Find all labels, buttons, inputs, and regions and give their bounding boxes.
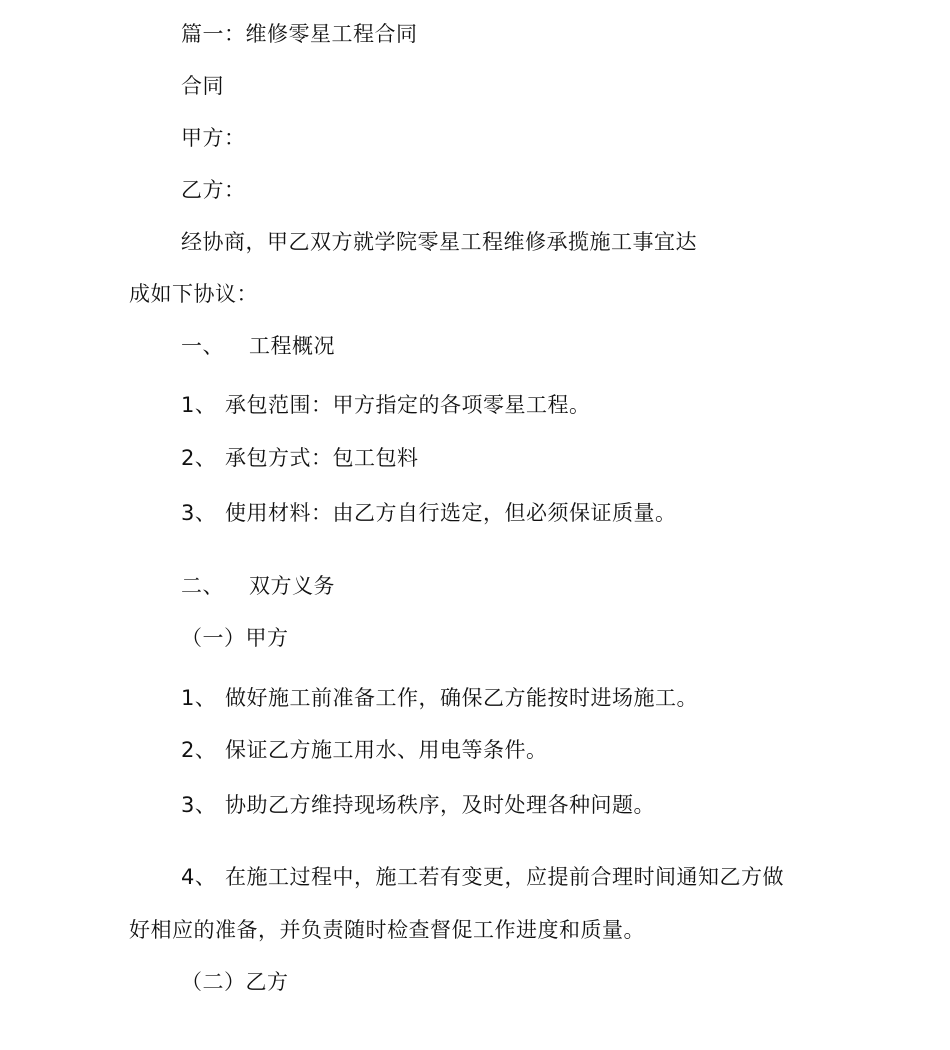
list-item-text: 使用材料：由乙方自行选定，但必须保证质量。 (225, 501, 677, 525)
party-b-label: 乙方： (181, 178, 246, 202)
list-item-text: 承包范围：甲方指定的各项零星工程。 (225, 393, 591, 417)
list-item-text: 做好施工前准备工作，确保乙方能按时进场施工。 (225, 686, 698, 710)
list-item-text: 协助乙方维持现场秩序，及时处理各种问题。 (225, 793, 655, 817)
subsection-party-b: （二）乙方 (181, 970, 289, 994)
list-item (181, 736, 548, 764)
list-item (181, 863, 784, 891)
list-item-number: 3、 (181, 793, 217, 817)
intro-paragraph-line-2: 成如下协议： (129, 282, 258, 306)
section-1-title: 工程概况 (249, 334, 335, 358)
section-2-title: 双方义务 (249, 574, 335, 598)
party-a-label: 甲方： (181, 126, 246, 150)
list-item (181, 791, 655, 819)
list-item (181, 444, 419, 472)
section-1-number: 一、 (181, 334, 224, 358)
list-item-number: 1、 (181, 393, 217, 417)
section-2-number: 二、 (181, 574, 224, 598)
list-item (181, 391, 591, 419)
list-item (181, 499, 677, 527)
section-1-heading (181, 332, 335, 360)
list-item-number: 2、 (181, 738, 217, 762)
subsection-party-a: （一）甲方 (181, 626, 289, 650)
list-item-text: 承包方式：包工包料 (225, 446, 419, 470)
list-item-text: 在施工过程中，施工若有变更，应提前合理时间通知乙方做 (225, 865, 784, 889)
intro-paragraph-line-1: 经协商，甲乙双方就学院零星工程维修承揽施工事宜达 (181, 230, 697, 254)
list-item-number: 2、 (181, 446, 217, 470)
list-item-number: 1、 (181, 686, 217, 710)
list-item-continuation: 好相应的准备，并负责随时检查督促工作进度和质量。 (129, 918, 645, 942)
section-2-heading (181, 572, 335, 600)
document-title: 篇一：维修零星工程合同 (181, 22, 418, 46)
list-item-text: 保证乙方施工用水、用电等条件。 (225, 738, 548, 762)
list-item-number: 3、 (181, 501, 217, 525)
contract-heading: 合同 (181, 74, 224, 98)
list-item-number: 4、 (181, 865, 217, 889)
list-item (181, 684, 698, 712)
